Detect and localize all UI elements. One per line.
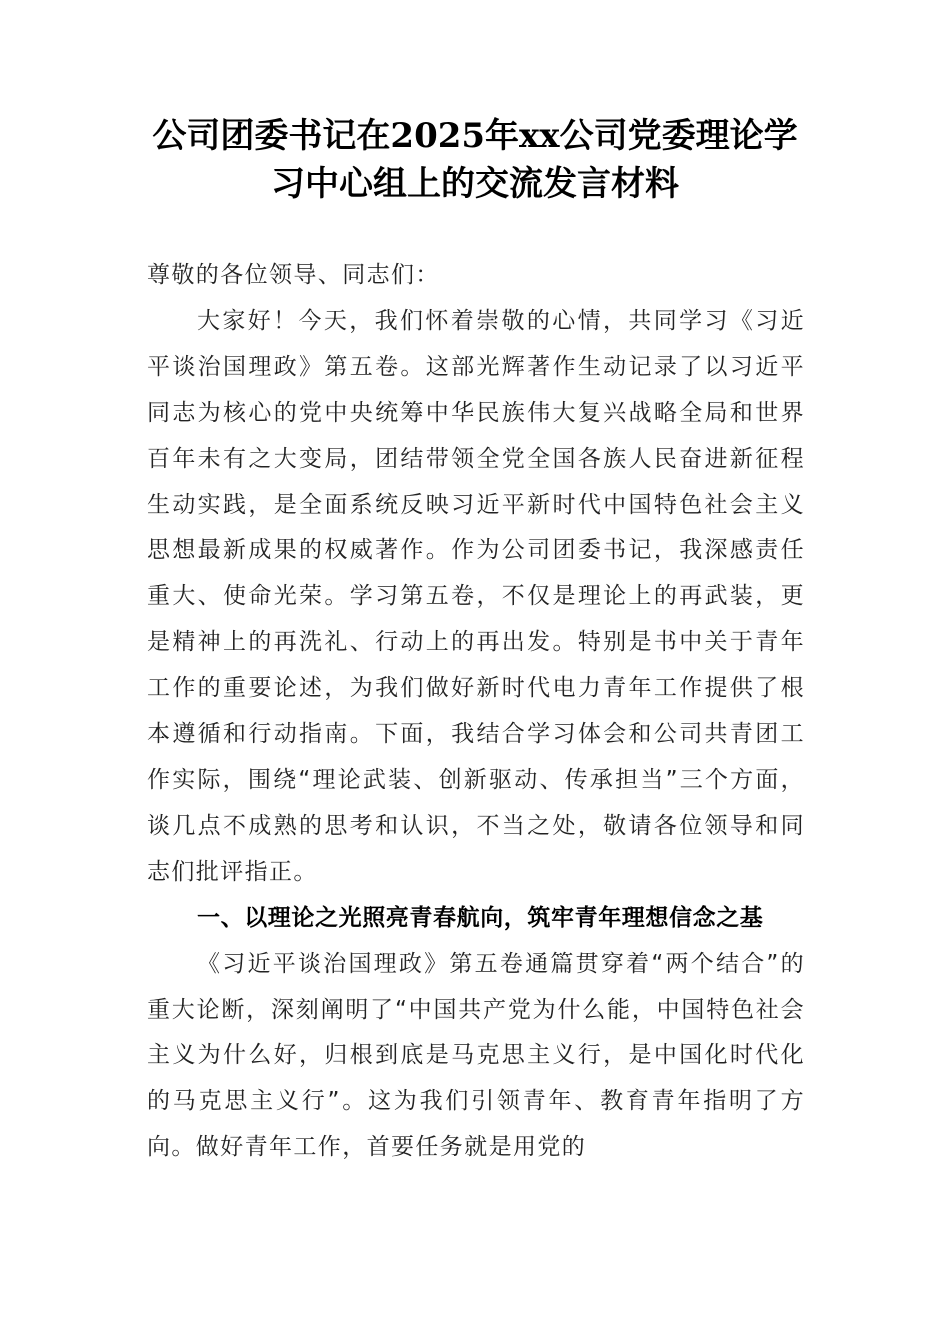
document-title [130, 112, 820, 208]
section-1-paragraph: 《习近平谈治国理政》第五卷通篇贯穿着“两个结合”的重大论断，深刻阐明了“中国共产党为什么能，中国特色社会主义为什么好，归根到底是马克思主义行，是中国化时代化的马克思主义行”。这为我们引领青年、教育青年指明了方向。做好青年工作，首要任务就是用党的 [147, 950, 805, 1161]
document-body [147, 253, 805, 1171]
title-line-1: 公司团委书记在2025年xx公司党委理论学 [152, 116, 798, 156]
salutation: 尊敬的各位领导、同志们： [147, 262, 440, 288]
title-line-2: 习中心组上的交流发言材料 [271, 164, 679, 204]
section-heading-1: 一、以理论之光照亮青春航向，筑牢青年理想信念之基 [197, 904, 764, 931]
intro-paragraph: 大家好！今天，我们怀着崇敬的心情，共同学习《习近平谈治国理政》第五卷。这部光辉著作生动记录了以习近平同志为核心的党中央统筹中华民族伟大复兴战略全局和世界百年未有之大变局，团结带领全党全国各族人民奋进新征程生动实践，是全面系统反映习近平新时代中国特色社会主义思想最新成果的权威著作。作为公司团委书记，我深感责任重大、使命光荣。学习第五卷，不仅是理论上的再武装，更是精神上的再洗礼、行动上的再出发。特别是书中关于青年工作的重要论述，为我们做好新时代电力青年工作提供了根本遵循和行动指南。下面，我结合学习体会和公司共青团工作实际，围绕“理论武装、创新驱动、传承担当”三个方面，谈几点不成熟的思考和认识，不当之处，敬请各位领导和同志们批评指正。 [147, 307, 805, 885]
